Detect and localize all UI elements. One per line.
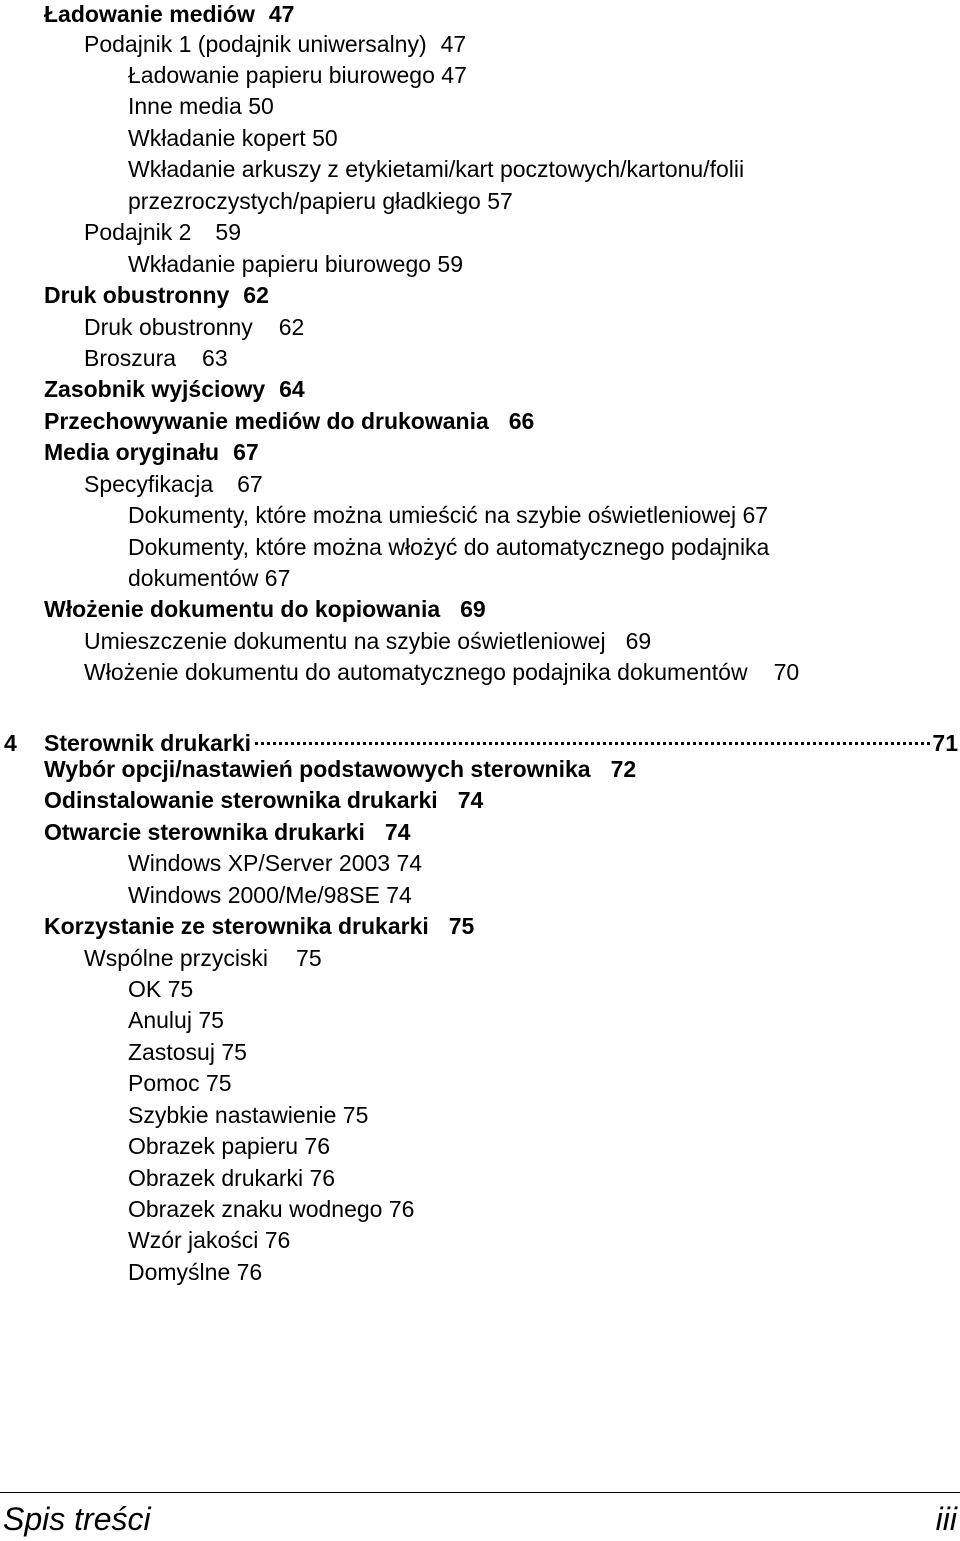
toc-entry-page: 75 [448,913,475,939]
toc-entry-level1 [44,281,269,309]
toc-entry-text: Zasobnik wyjściowy [44,376,266,402]
toc-entry-text: Umieszczenie dokumentu na szybie oświetleniowej [84,628,606,654]
toc-entry-level1 [44,912,474,940]
toc-entry-page: 75 [296,945,322,971]
toc-entry-text: Anuluj 75 [128,1007,224,1033]
toc-entry-level1 [44,595,486,623]
toc-entry-text: Odinstalowanie sterownika drukarki [44,787,438,813]
toc-entry-page: 67 [233,439,259,465]
toc-entry-level3 [128,124,338,152]
toc-entry-page: 62 [278,314,305,340]
toc-entry-text: Obrazek drukarki 76 [128,1165,336,1191]
toc-entry-page: 47 [268,1,295,27]
toc-entry-level3 [128,1132,330,1160]
toc-chapter [0,723,958,756]
toc-entry-level3 [128,849,422,877]
toc-entry-text: Wkładanie arkuszy z etykietami/kart pocztowych/kartonu/folii [128,156,745,182]
toc-entry-text: Domyślne 76 [128,1259,263,1285]
toc-entry-text: Druk obustronny [84,314,253,340]
toc-entry-level3 [128,155,744,183]
toc-entry-level3 [128,1069,232,1097]
toc-entry-text: Podajnik 1 (podajnik uniwersalny) [84,31,427,57]
toc-entry-page: 63 [202,345,228,371]
toc-entry-level1 [44,407,534,435]
toc-entry-level3 [128,1101,368,1129]
toc-entry-level1 [44,0,294,28]
toc-entry-page: 70 [773,659,800,685]
toc-entry-text: Specyfikacja [84,471,214,497]
toc-entry-level2 [84,218,241,246]
toc-entry-page: 69 [460,596,486,622]
toc-entry-level3 [128,61,467,89]
toc-entry-level3 [128,1195,414,1223]
toc-entry-level1 [44,818,410,846]
footer-divider [0,1492,960,1493]
toc-entry-page: 62 [243,282,269,308]
toc-entry-text: Obrazek papieru 76 [128,1133,331,1159]
toc-entry-level1 [44,755,636,783]
toc-entry-page: 74 [457,787,484,813]
toc-entry-text: Wybór opcji/nastawień podstawowych sterownika [44,756,591,782]
toc-entry-text: OK 75 [128,976,194,1002]
toc-entry-page: 59 [215,219,242,245]
toc-entry-level3 [128,975,193,1003]
toc-entry-level2 [84,344,228,372]
dot-leader [255,723,930,751]
toc-entry-level3 [128,881,412,909]
toc-entry-text: przezroczystych/papieru gładkiego 57 [128,188,513,214]
toc-entry-level2 [84,313,304,341]
toc-entry-text: Szybkie nastawienie 75 [128,1102,369,1128]
toc-entry-text: Dokumenty, które można umieścić na szybie oświetleniowej 67 [128,502,769,528]
toc-entry-text: Korzystanie ze sterownika drukarki [44,913,429,939]
toc-entry-page: 69 [625,628,652,654]
toc-entry-level2 [84,470,263,498]
toc-entry-text: Broszura [84,345,177,371]
toc-entry-level3 [128,501,768,529]
toc-entry-text: dokumentów 67 [128,565,291,591]
toc-entry-level3-continued [128,564,290,592]
toc-entry-page: 64 [279,376,305,402]
toc-entry-page: 66 [508,408,535,434]
toc-entry-text: Inne media 50 [128,93,274,119]
toc-entry-text: Zastosuj 75 [128,1039,247,1065]
toc-entry-text: Wkładanie papieru biurowego 59 [128,251,463,277]
toc-entry-page: 47 [440,31,467,57]
toc-entry-level3 [128,1038,247,1066]
footer-title: Spis treści [3,1501,151,1537]
toc-entry-level3 [128,1164,335,1192]
chapter-title: Sterownik drukarki [44,730,252,756]
toc-entry-text: Obrazek znaku wodnego 76 [128,1196,415,1222]
chapter-page: 71 [932,730,958,756]
toc-entry-text: Przechowywanie mediów do drukowania [44,408,489,434]
toc-entry-level3 [128,92,274,120]
toc-entry-text: Wspólne przyciski [84,945,269,971]
footer-page-number: iii [935,1501,957,1537]
toc-entry-page: 74 [384,819,411,845]
toc-entry-level3 [128,1258,262,1286]
toc-entry-text: Windows XP/Server 2003 74 [128,850,423,876]
toc-entry-level3 [128,533,769,561]
toc-entry-level1 [44,375,305,403]
toc-entry-text: Otwarcie sterownika drukarki [44,819,365,845]
toc-entry-level2 [84,658,799,686]
toc-entry-page: 72 [610,756,637,782]
toc-entry-text: Druk obustronny [44,282,230,308]
toc-entry-level3 [128,250,463,278]
toc-entry-text: Media oryginału [44,439,220,465]
toc-entry-text: Ładowanie papieru biurowego 47 [128,62,467,88]
toc-entry-text: Podajnik 2 [84,219,192,245]
toc-entry-text: Windows 2000/Me/98SE 74 [128,882,412,908]
toc-entry-level3 [128,1006,224,1034]
toc-entry-level3 [128,1226,290,1254]
toc-entry-text: Wzór jakości 76 [128,1227,291,1253]
toc-entry-level1 [44,438,259,466]
chapter-number: 4 [4,730,17,756]
toc-entry-level1 [44,786,483,814]
toc-entry-text: Dokumenty, które można włożyć do automatycznego podajnika [128,534,770,560]
toc-entry-text: Włożenie dokumentu do automatycznego podajnika dokumentów [84,659,748,685]
toc-entry-text: Włożenie dokumentu do kopiowania [44,596,441,622]
toc-entry-level2 [84,944,322,972]
toc-entry-level3-continued [128,187,513,215]
toc-entry-text: Ładowanie mediów [44,1,255,27]
toc-entry-text: Pomoc 75 [128,1070,232,1096]
toc-entry-level2 [84,30,466,58]
toc-entry-page: 67 [237,471,263,497]
toc-entry-level2 [84,627,651,655]
toc-entry-text: Wkładanie kopert 50 [128,125,338,151]
